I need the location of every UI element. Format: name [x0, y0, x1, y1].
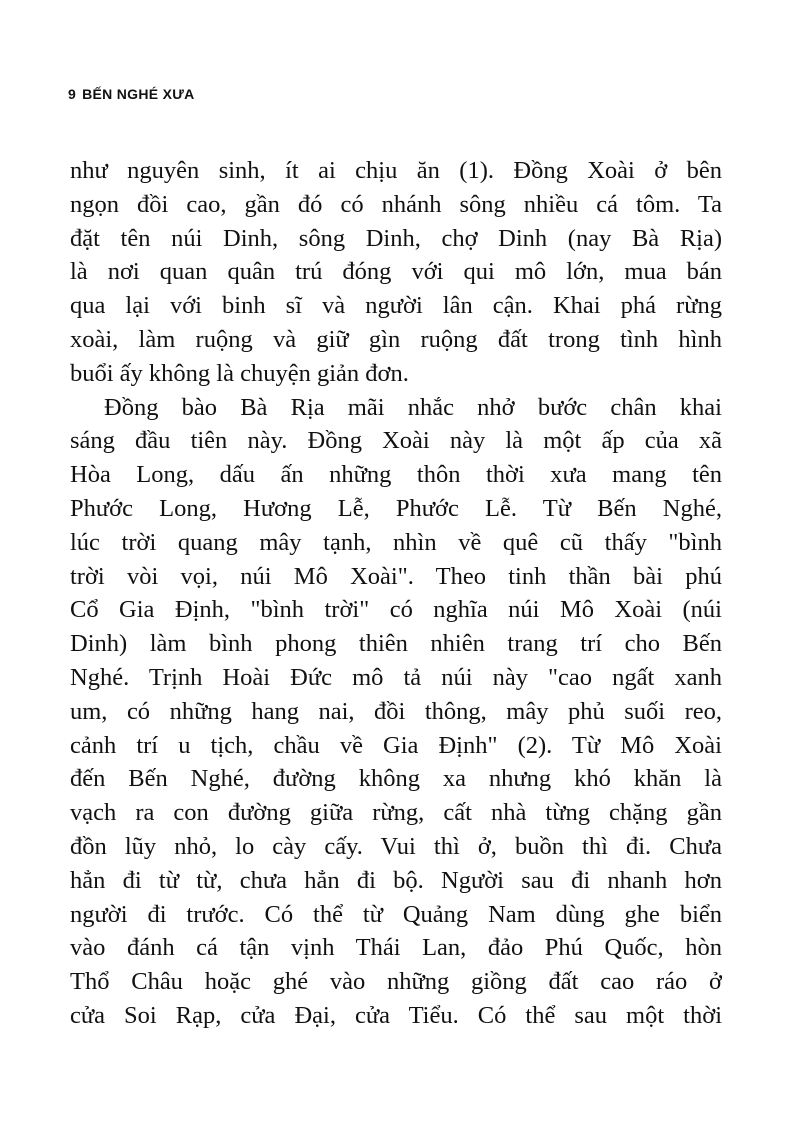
text-line: lúc trời quang mây tạnh, nhìn về quê cũ thấy "bình — [70, 528, 722, 556]
text-line: Dinh) làm bình phong thiên nhiên trang trí cho Bến — [70, 630, 722, 658]
paragraph-2 — [70, 391, 722, 1033]
text-line: Cổ Gia Định, "bình trời" có nghĩa núi Mô Xoài (núi — [70, 596, 722, 624]
text-line: vào đánh cá tận vịnh Thái Lan, đảo Phú Quốc, hòn — [70, 934, 722, 962]
text-line: cảnh trí u tịch, chầu về Gia Định" (2). Từ Mô Xoài — [70, 731, 722, 759]
text-line: Thổ Châu hoặc ghé vào những giồng đất cao ráo ở — [70, 968, 722, 996]
text-line: um, có những hang nai, đồi thông, mây phủ suối reo, — [70, 697, 722, 725]
text-line: Phước Long, Hương Lễ, Phước Lễ. Từ Bến Nghé, — [70, 494, 722, 522]
text-line: vạch ra con đường giữa rừng, cất nhà từng chặng gần — [70, 799, 722, 827]
text-line: là nơi quan quân trú đóng với qui mô lớn, mua bán — [70, 258, 722, 286]
text-line: buổi ấy không là chuyện giản đơn. — [70, 359, 409, 387]
text-line: Hòa Long, dấu ấn những thôn thời xưa mang tên — [70, 461, 722, 489]
text-line: Nghé. Trịnh Hoài Đức mô tả núi này "cao ngất xanh — [70, 663, 722, 691]
text-line: qua lại với binh sĩ và người lân cận. Khai phá rừng — [70, 292, 722, 320]
text-line: đến Bến Nghé, đường không xa nhưng khó khăn là — [70, 765, 722, 793]
text-line: hẳn đi từ từ, chưa hẳn đi bộ. Người sau đi nhanh hơn — [70, 866, 722, 894]
body-text — [70, 154, 722, 1033]
text-line: ngọn đồi cao, gần đó có nhánh sông nhiều cá tôm. Ta — [70, 190, 722, 218]
text-line: xoài, làm ruộng và giữ gìn ruộng đất trong tình hình — [70, 325, 722, 353]
running-title: BẾN NGHÉ XƯA — [82, 86, 195, 102]
text-line: như nguyên sinh, ít ai chịu ăn (1). Đồng Xoài ở bên — [70, 157, 722, 184]
text-line: người đi trước. Có thể từ Quảng Nam dùng ghe biển — [70, 900, 722, 928]
text-line: đồn lũy nhỏ, lo cày cấy. Vui thì ở, buồn thì đi. Chưa — [70, 832, 722, 860]
text-line: Đồng bào Bà Rịa mãi nhắc nhở bước chân khai — [104, 393, 722, 421]
text-line: sáng đầu tiên này. Đồng Xoài này là một ấp của xã — [70, 427, 722, 455]
text-line: trời vòi vọi, núi Mô Xoài". Theo tinh thần bài phú — [70, 562, 722, 590]
text-line: đặt tên núi Dinh, sông Dinh, chợ Dinh (nay Bà Rịa) — [70, 224, 722, 252]
text-line: cửa Soi Rạp, cửa Đại, cửa Tiểu. Có thể sau một thời — [70, 1001, 722, 1029]
page-number: 9 — [68, 86, 77, 102]
paragraph-1 — [70, 154, 722, 391]
running-header — [68, 86, 195, 102]
